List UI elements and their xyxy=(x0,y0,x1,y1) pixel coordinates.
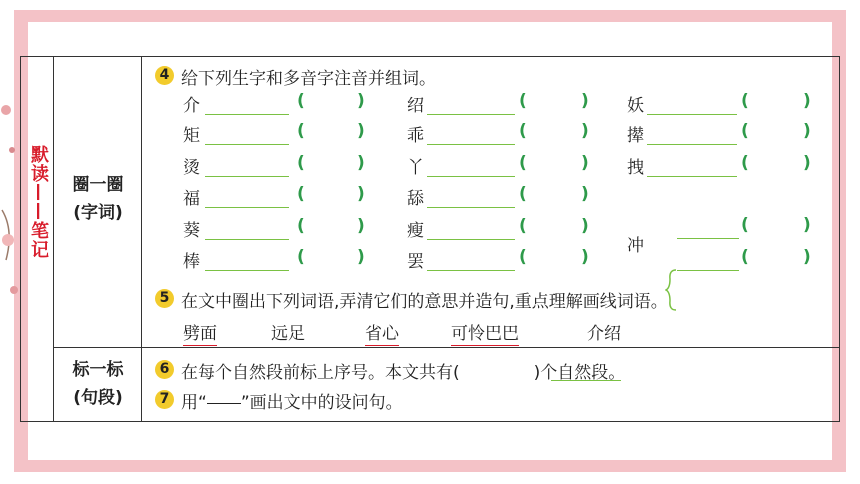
pinyin-paren-close: ) xyxy=(357,121,365,141)
word-blank-line[interactable] xyxy=(205,176,289,177)
character: 妖 xyxy=(627,96,644,116)
dash-line-symbol xyxy=(207,403,241,404)
word-blank-line[interactable] xyxy=(427,176,515,177)
pinyin-paren-open: ( xyxy=(519,153,527,173)
pinyin-paren-open: ( xyxy=(741,215,749,235)
pinyin-paren-close: ) xyxy=(581,121,589,141)
word-blank-line[interactable] xyxy=(205,114,289,115)
pinyin-paren-open: ( xyxy=(741,247,749,267)
word-blank-line[interactable] xyxy=(205,270,289,271)
word-blank-line[interactable] xyxy=(647,144,737,145)
word-blank-line[interactable] xyxy=(427,239,515,240)
character: 拽 xyxy=(627,158,644,178)
question-4-text: 给下列生字和多音字注音并组词。 xyxy=(181,69,436,89)
pinyin-paren-open: ( xyxy=(519,121,527,141)
pinyin-paren-close: ) xyxy=(357,216,365,236)
character: 葵 xyxy=(183,221,200,241)
table-divider xyxy=(53,57,54,421)
pinyin-paren-open: ( xyxy=(297,216,305,236)
character: 冲 xyxy=(627,236,644,256)
word-blank-line[interactable] xyxy=(677,270,739,271)
pinyin-paren-open: ( xyxy=(297,121,305,141)
word-blank-line[interactable] xyxy=(205,207,289,208)
pinyin-paren-open: ( xyxy=(297,184,305,204)
q7-text-after: ”画出文中的设问句。 xyxy=(240,393,403,413)
pinyin-paren-open: ( xyxy=(519,216,527,236)
pinyin-paren-close: ) xyxy=(581,216,589,236)
pinyin-paren-open: ( xyxy=(519,184,527,204)
q5-word-underlined: 可怜巴巴 xyxy=(451,319,519,346)
row1-label xyxy=(55,171,141,227)
word-blank-line[interactable] xyxy=(647,114,737,115)
q5-word: 介绍 xyxy=(587,324,621,344)
question-7-text xyxy=(181,388,403,413)
q5-word-underlined: 省心 xyxy=(365,319,399,346)
word-blank-line[interactable] xyxy=(647,176,737,177)
pinyin-paren-open: ( xyxy=(741,121,749,141)
pinyin-paren-open: ( xyxy=(741,153,749,173)
q5-word-underlined: 劈面 xyxy=(183,319,217,346)
word-blank-line[interactable] xyxy=(205,144,289,145)
row2-label xyxy=(55,356,141,412)
brace-icon xyxy=(665,269,677,311)
question-number-badge: 7 xyxy=(155,390,174,409)
question-5-text: 在文中圈出下列词语,弄清它们的意思并造句,重点理解画线词语。 xyxy=(181,292,668,312)
pinyin-paren-close: ) xyxy=(357,91,365,111)
character: 瘦 xyxy=(407,221,424,241)
notes-table xyxy=(20,56,840,422)
character: 乖 xyxy=(407,126,424,146)
pinyin-paren-close: ) xyxy=(803,153,811,173)
pinyin-paren-close: ) xyxy=(581,247,589,267)
word-blank-line[interactable] xyxy=(677,238,739,239)
pinyin-paren-open: ( xyxy=(297,153,305,173)
character: 矩 xyxy=(183,126,200,146)
question-number-badge: 4 xyxy=(155,66,174,85)
pinyin-paren-close: ) xyxy=(803,91,811,111)
q6-text-after: )个自然段。 xyxy=(533,363,626,383)
question-number-badge: 6 xyxy=(155,360,174,379)
pinyin-paren-open: ( xyxy=(519,247,527,267)
question-number-badge: 5 xyxy=(155,289,174,308)
pinyin-paren-close: ) xyxy=(357,184,365,204)
category-label: 默读——笔记 xyxy=(28,145,49,259)
pinyin-paren-open: ( xyxy=(519,91,527,111)
pinyin-paren-close: ) xyxy=(803,121,811,141)
q7-text-before: 用“ xyxy=(181,393,207,413)
character: 烫 xyxy=(183,158,200,178)
character: 罢 xyxy=(407,252,424,272)
word-blank-line[interactable] xyxy=(427,114,515,115)
pinyin-paren-open: ( xyxy=(741,91,749,111)
word-blank-line[interactable] xyxy=(427,207,515,208)
row2-label-sub: (句段) xyxy=(73,388,123,408)
character: 福 xyxy=(183,189,200,209)
word-blank-line[interactable] xyxy=(205,239,289,240)
row2-label-main: 标一标 xyxy=(72,360,124,380)
table-row-divider xyxy=(53,347,839,348)
character: 介 xyxy=(183,96,200,116)
pinyin-paren-close: ) xyxy=(581,91,589,111)
character: 丫 xyxy=(407,158,424,178)
q6-blank-line xyxy=(551,380,621,381)
pinyin-paren-close: ) xyxy=(357,247,365,267)
pinyin-paren-close: ) xyxy=(803,215,811,235)
row1-label-sub: (字词) xyxy=(73,203,123,223)
character: 舔 xyxy=(407,189,424,209)
q5-word: 远足 xyxy=(271,324,305,344)
pinyin-paren-close: ) xyxy=(357,153,365,173)
word-blank-line[interactable] xyxy=(427,144,515,145)
word-blank-line[interactable] xyxy=(427,270,515,271)
character: 棒 xyxy=(183,252,200,272)
pinyin-paren-close: ) xyxy=(581,153,589,173)
pinyin-paren-close: ) xyxy=(803,247,811,267)
row1-label-main: 圈一圈 xyxy=(72,175,124,195)
table-divider xyxy=(141,57,142,421)
q6-text-before: 在每个自然段前标上序号。本文共有( xyxy=(181,363,460,383)
pinyin-paren-close: ) xyxy=(581,184,589,204)
pinyin-paren-open: ( xyxy=(297,247,305,267)
pinyin-paren-open: ( xyxy=(297,91,305,111)
character: 绍 xyxy=(407,96,424,116)
character: 撵 xyxy=(627,126,644,146)
